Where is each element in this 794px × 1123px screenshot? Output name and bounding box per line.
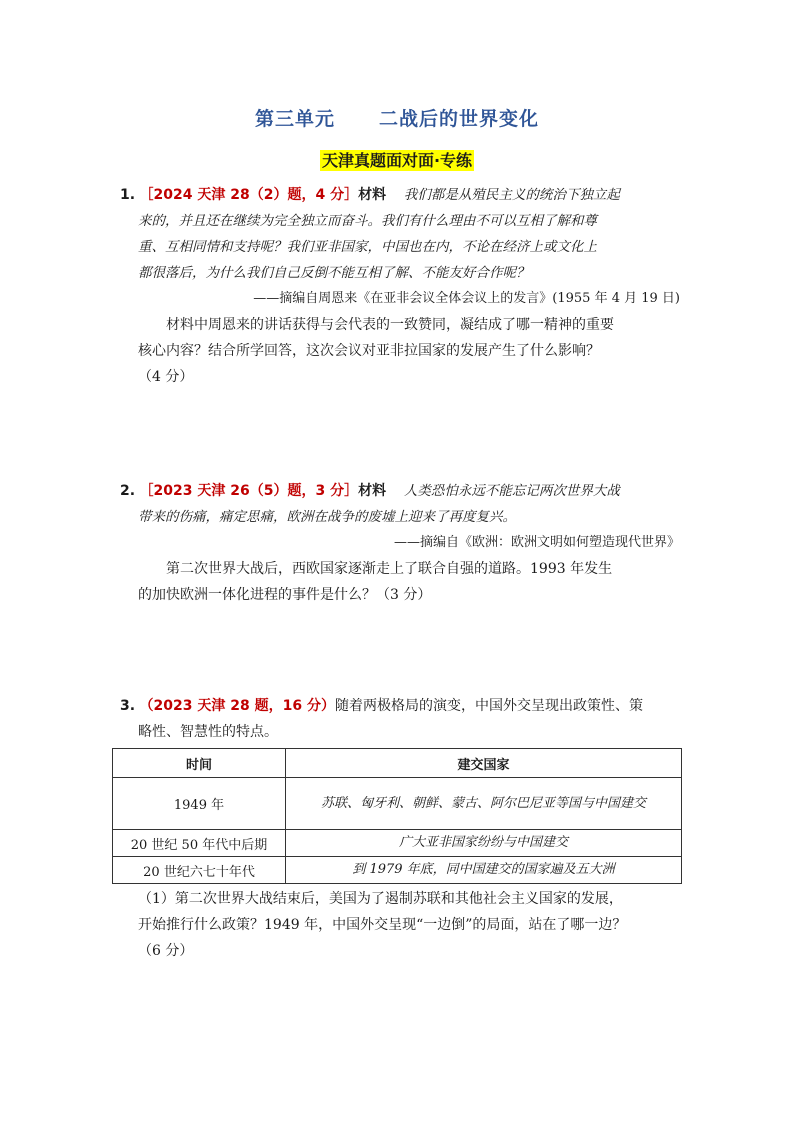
table-row [113,830,682,857]
subquestion-line: （1）第二次世界大战结束后，美国为了遏制苏联和其他社会主义国家的发展， [138,891,623,907]
question-task-line: 材料中周恩来的讲话获得与会代表的一致赞同，凝结成了哪一精神的重要 [166,317,614,333]
table-cell-countries: 到 1979 年底，同中国建交的国家遍及五大洲 [286,857,682,884]
table-header-time: 时间 [113,749,286,778]
question-intro-line: 随着两极格局的演变，中国外交呈现出政策性、策 [334,698,643,714]
question-3 [120,693,680,745]
question-source: ［2024 天津 28（2）题，4 分］ [139,187,359,203]
table-cell-time: 20 世纪 50 年代中后期 [113,830,286,857]
question-task-line: （4 分） [138,369,194,385]
material-citation: ——摘编自《欧洲：欧洲文明如何塑造现代世界》 [393,535,680,550]
question-task-line: 的加快欧洲一体化进程的事件是什么？（3 分） [138,587,432,603]
question-source: （2023 天津 28 题，16 分） [139,698,335,714]
section-title: 天津真题面对面·专练 [321,151,473,170]
question-number: 2. [120,483,136,499]
table-row [113,778,682,830]
question-1 [120,182,680,390]
unit-title: 二战后的世界变化 [379,108,540,130]
unit-heading [0,104,794,131]
material-label: 材料 [358,187,387,203]
question-task-line: 第二次世界大战后，西欧国家逐渐走上了联合自强的道路。1993 年发生 [166,561,613,577]
table-cell-time: 20 世纪六七十年代 [113,857,286,884]
subquestion-line: （6 分） [138,943,194,959]
question-task-line: 核心内容？结合所学回答，这次会议对亚非拉国家的发展产生了什么影响？ [138,343,600,359]
material-text-line: 来的，并且还在继续为完全独立而奋斗。我们有什么理由不可以互相了解和尊 [138,213,597,229]
material-text-line: 都很落后，为什么我们自己反倒不能互相了解、不能友好合作呢？ [138,265,530,281]
question-2 [120,478,680,608]
material-text-line: 我们都是从殖民主义的统治下独立起 [403,187,620,203]
table-row [113,857,682,884]
material-citation: ——摘编自周恩来《在亚非会议全体会议上的发言》(1955 年 4 月 19 日) [253,291,680,306]
question-3-part-1 [120,886,680,964]
material-label: 材料 [358,483,387,499]
unit-number: 第三单元 [254,108,335,130]
subquestion-line: 开始推行什么政策？1949 年，中国外交呈现“一边倒”的局面，站在了哪一边？ [138,917,627,933]
material-text-line: 重、互相同情和支持呢？我们亚非国家，中国也在内，不论在经济上或文化上 [138,239,597,255]
question-number: 3. [120,698,136,714]
table-cell-time: 1949 年 [113,778,286,830]
question-intro-line: 略性、智慧性的特点。 [138,724,278,740]
table-cell-countries: 广大亚非国家纷纷与中国建交 [286,830,682,857]
material-text-line: 带来的伤痛，痛定思痛，欧洲在战争的废墟上迎来了再度复兴。 [138,509,516,525]
diplomacy-table [112,748,682,884]
table-header-countries: 建交国家 [286,749,682,778]
table-cell-countries: 苏联、匈牙利、朝鲜、蒙古、阿尔巴尼亚等国与中国建交 [286,778,682,830]
question-number: 1. [120,187,136,203]
material-text-line: 人类恐怕永远不能忘记两次世界大战 [403,483,620,499]
table-header-row [113,749,682,778]
section-heading [0,148,794,171]
question-source: ［2023 天津 26（5）题，3 分］ [139,483,359,499]
